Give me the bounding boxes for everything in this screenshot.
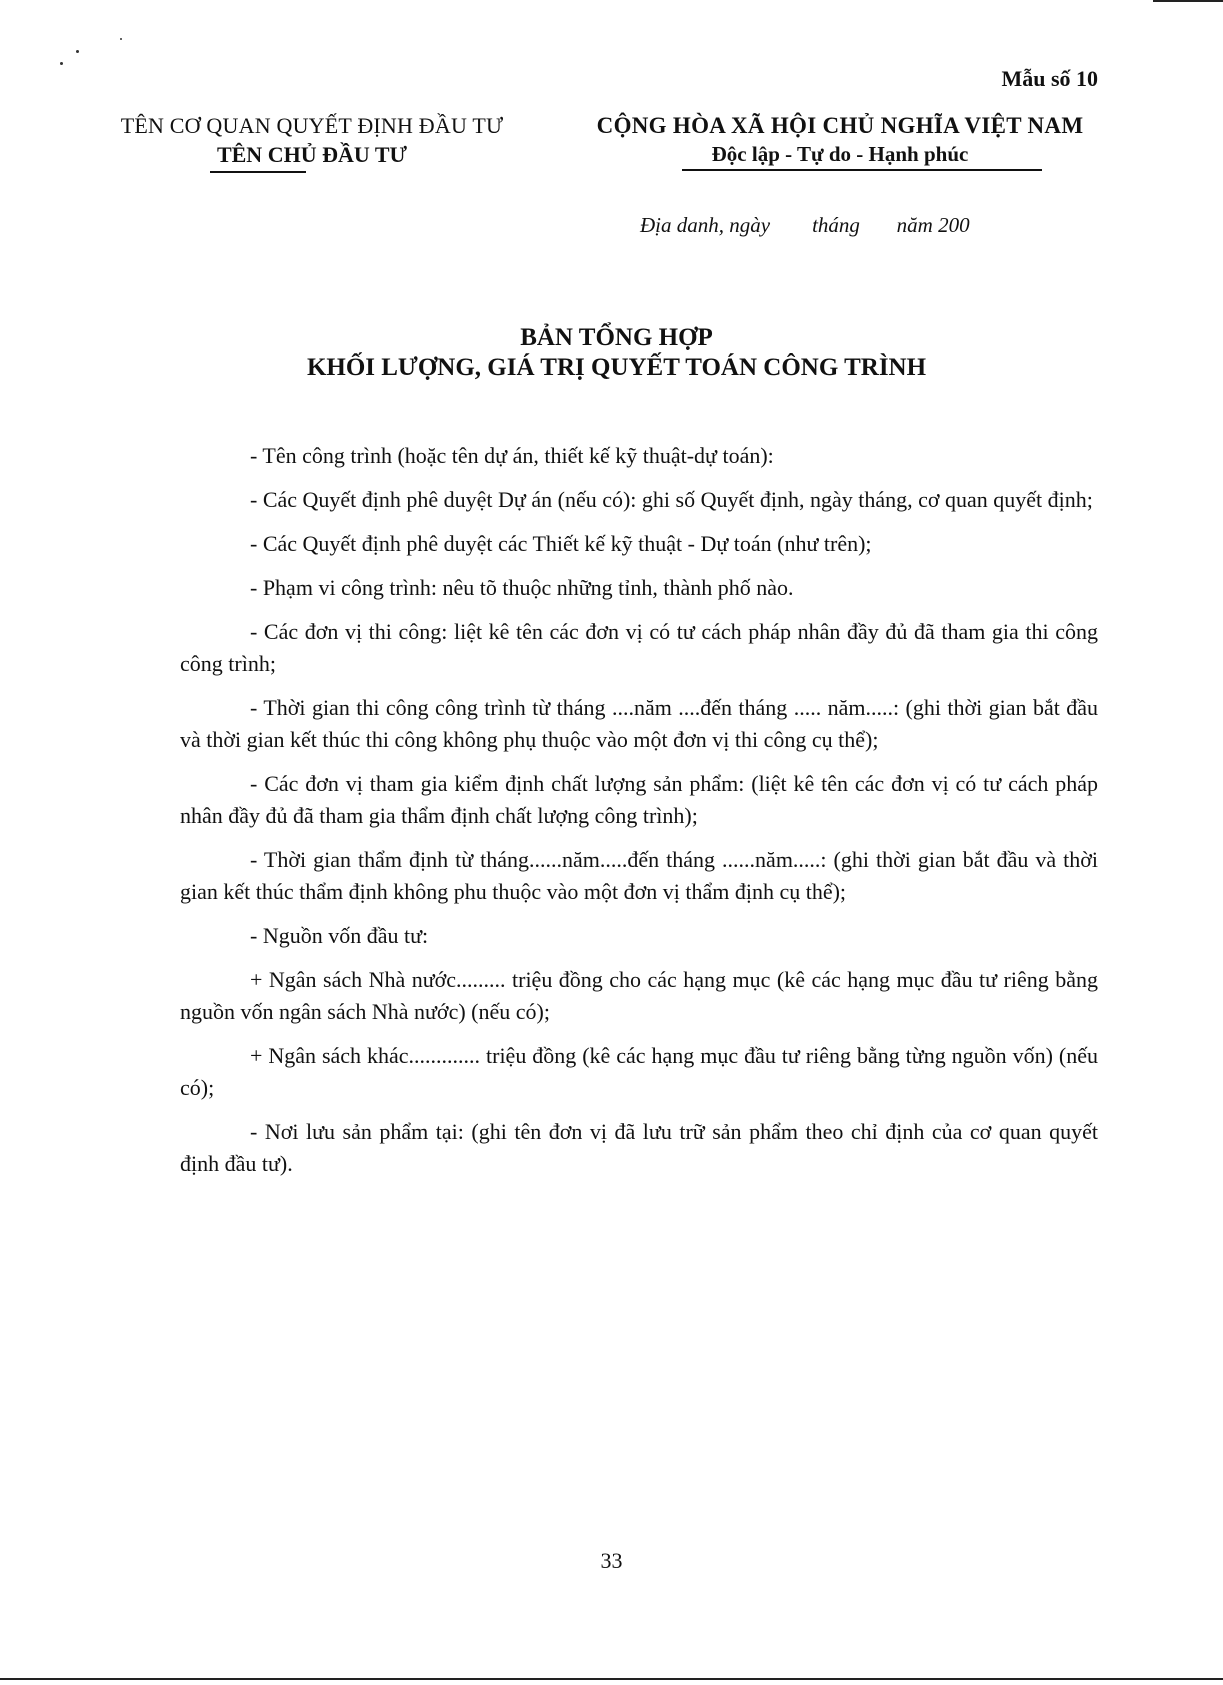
body-paragraph: - Phạm vi công trình: nêu tõ thuộc những tỉnh, thành phố nào.: [250, 575, 794, 600]
investor-name: TÊN CHỦ ĐẦU TƯ: [216, 142, 408, 167]
body-paragraph: + Ngân sách Nhà nước......... triệu đồng cho các hạng mục (kê các hạng mục đầu tư riêng bằng nguồn vốn ngân sách Nhà nước) (nếu có);: [180, 967, 1098, 1024]
country-name: CỘNG HÒA XÃ HỘI CHỦ NGHĨA VIỆT NAM: [596, 113, 1084, 138]
body-paragraph: - Nguồn vốn đầu tư:: [250, 923, 429, 948]
body-paragraph: - Các Quyết định phê duyệt các Thiết kế kỹ thuật - Dự toán (như trên);: [250, 531, 872, 556]
title-line-2: KHỐI LƯỢNG, GIÁ TRỊ QUYẾT TOÁN CÔNG TRÌNH: [306, 354, 927, 381]
scan-speck: [60, 62, 63, 65]
national-motto: Độc lập - Tự do - Hạnh phúc: [711, 142, 969, 166]
body-paragraph: + Ngân sách khác............. triệu đồng (kê các hạng mục đầu tư riêng bằng từng nguồn vốn) (nếu có);: [180, 1043, 1098, 1100]
issuer-underline: [210, 171, 306, 173]
decision-agency-name: TÊN CƠ QUAN QUYẾT ĐỊNH ĐẦU TƯ: [120, 113, 504, 138]
document-title: [0, 324, 1223, 382]
title-line-1: BẢN TỔNG HỢP: [520, 324, 713, 351]
body-paragraph: - Thời gian thẩm định từ tháng......năm.....đến tháng ......năm.....: (ghi thời gian bắt đầu và thời gian kết thúc thẩm định không phu thuộc vào một đơn vị thẩm định cụ thể);: [180, 847, 1098, 904]
body-paragraph: - Các đơn vị tham gia kiểm định chất lượng sản phẩm: (liệt kê tên các đơn vị có tư cách pháp nhân đầy đủ đã tham gia thẩm định chất lượng công trình);: [180, 771, 1098, 828]
national-header: [560, 113, 1120, 171]
scan-speck: [76, 50, 79, 53]
body-paragraph: - Các đơn vị thi công: liệt kê tên các đơn vị có tư cách pháp nhân đầy đủ đã tham gia thi công công trình;: [180, 619, 1098, 676]
body-paragraph: - Thời gian thi công công trình từ tháng ....năm ....đến tháng ..... năm.....: (ghi thời gian bắt đầu và thời gian kết thúc thi công không phụ thuộc vào một đơn vị thi công cụ thể);: [180, 695, 1098, 752]
bottom-edge-line: [0, 1678, 1223, 1680]
page-number: 33: [600, 1548, 623, 1573]
body-paragraph: - Tên công trình (hoặc tên dự án, thiết kế kỹ thuật-dự toán):: [250, 443, 774, 468]
issuer-header: [82, 113, 542, 173]
motto-underline: [682, 169, 1042, 171]
top-edge-line: [1153, 0, 1223, 2]
document-body: [180, 440, 1098, 1192]
body-paragraph: - Các Quyết định phê duyệt Dự án (nếu có): ghi số Quyết định, ngày tháng, cơ quan quyết định;: [250, 487, 1093, 512]
place-date-line: Địa danh, ngày tháng năm 200: [640, 213, 970, 237]
body-paragraph: - Nơi lưu sản phẩm tại: (ghi tên đơn vị đã lưu trữ sản phẩm theo chỉ định của cơ quan quyết định đầu tư).: [180, 1119, 1098, 1176]
scan-speck: [120, 38, 122, 40]
form-number: Mẫu số 10: [1001, 66, 1098, 91]
